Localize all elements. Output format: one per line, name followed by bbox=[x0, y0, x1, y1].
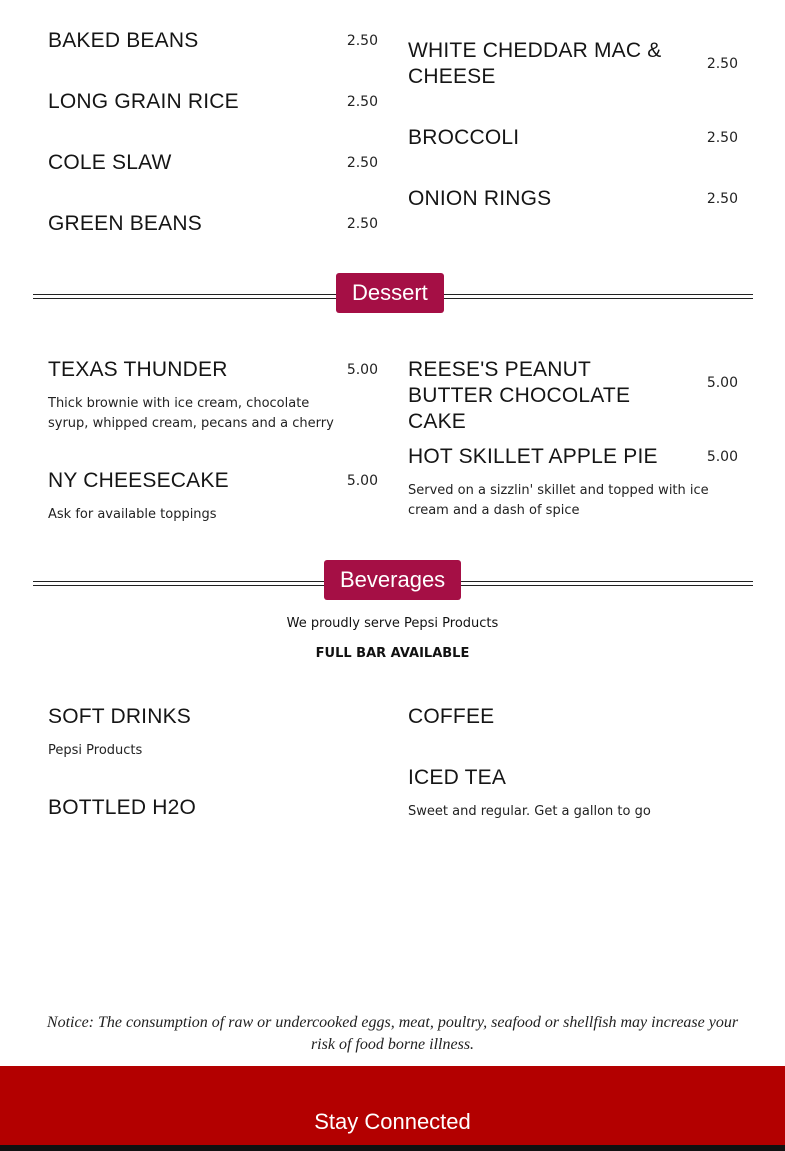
section-title-beverages: Beverages bbox=[324, 560, 461, 600]
dessert-item-price: 5.00 bbox=[706, 449, 738, 465]
dessert-item-price: 5.00 bbox=[346, 362, 378, 378]
side-item-name: COLE SLAW bbox=[48, 151, 172, 174]
beverage-item-name: SOFT DRINKS bbox=[48, 705, 191, 728]
side-item-name: LONG GRAIN RICE bbox=[48, 90, 239, 113]
side-item-price: 2.50 bbox=[346, 33, 378, 49]
beverage-item-name: ICED TEA bbox=[408, 766, 507, 789]
side-item-price: 2.50 bbox=[346, 94, 378, 110]
side-item-name: ONION RINGS bbox=[408, 187, 552, 210]
footer-bottom-bar bbox=[0, 1145, 785, 1151]
dessert-item-name: HOT SKILLET APPLE PIE bbox=[408, 445, 658, 468]
dessert-item-name: NY CHEESECAKE bbox=[48, 469, 229, 492]
dessert-item-description: Served on a sizzlin' skillet and topped with ice cream and a dash of spice bbox=[408, 483, 709, 518]
side-item-price: 2.50 bbox=[706, 191, 738, 207]
side-item-price: 2.50 bbox=[706, 130, 738, 146]
beverage-item-description: Pepsi Products bbox=[48, 743, 143, 758]
side-item-name: GREEN BEANS bbox=[48, 212, 202, 235]
dessert-item-name: REESE'S PEANUT BUTTER CHOCOLATE CAKE bbox=[408, 358, 631, 433]
dessert-item-price: 5.00 bbox=[706, 375, 738, 391]
food-safety-notice: Notice: The consumption of raw or undercooked eggs, meat, poultry, seafood or shellfish may increase your risk of food borne illness. bbox=[46, 1014, 739, 1053]
side-item-name: BAKED BEANS bbox=[48, 29, 199, 52]
side-item-price: 2.50 bbox=[346, 155, 378, 171]
side-item-name: WHITE CHEDDAR MAC & CHEESE bbox=[408, 39, 662, 88]
beverage-item-name: BOTTLED H2O bbox=[48, 796, 197, 819]
beverages-note: We proudly serve Pepsi Products bbox=[286, 616, 499, 631]
stay-connected-heading: Stay Connected bbox=[314, 1109, 471, 1134]
side-item-name: BROCCOLI bbox=[408, 126, 520, 149]
dessert-item-price: 5.00 bbox=[346, 473, 378, 489]
side-item-price: 2.50 bbox=[346, 216, 378, 232]
full-bar-note: FULL BAR AVAILABLE bbox=[315, 646, 470, 661]
dessert-item-description: Thick brownie with ice cream, chocolate syrup, whipped cream, pecans and a cherry bbox=[48, 396, 334, 431]
beverage-item-name: COFFEE bbox=[408, 705, 495, 728]
dessert-item-name: TEXAS THUNDER bbox=[48, 358, 228, 381]
section-title-dessert: Dessert bbox=[336, 273, 444, 313]
beverage-item-description: Sweet and regular. Get a gallon to go bbox=[408, 804, 651, 819]
dessert-item-description: Ask for available toppings bbox=[48, 507, 217, 522]
side-item-price: 2.50 bbox=[706, 56, 738, 72]
